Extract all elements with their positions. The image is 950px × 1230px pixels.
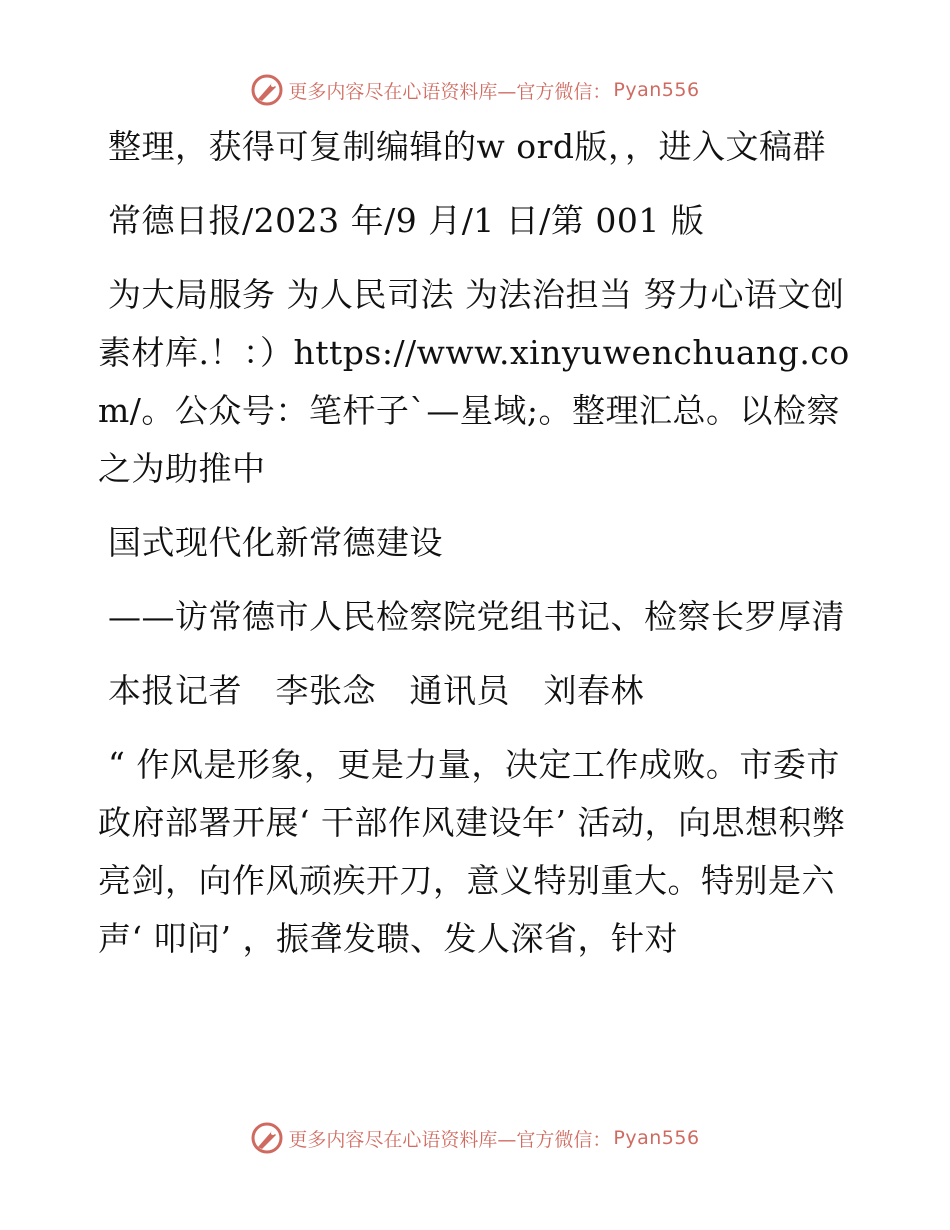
footer-watermark [0,1118,950,1158]
pen-nib-circle-icon [250,1121,284,1155]
paragraph-body: “ 作风是形象，更是力量，决定工作成败。市委市政府部署开展‘ 干部作风建设年’ 活动，向思想积弊亮剑，向作风顽疾开刀，意义特别重大。特别是六声‘ 叩问’ ，振聋发聩、发人深省，针对 [98,745,846,958]
header-watermark [0,70,950,110]
paragraph-headline-cont: 国式现代化新常德建设 [108,523,443,562]
paragraph-headline: 为大局服务 为人民司法 为法治担当 努力心语文创素材库.！：）https://www.xinyuwenchuang.com/。公众号：笔杆子`—星域;。整理汇总。以检察之为助推中 [98,275,850,488]
watermark-text: 更多内容尽在心语资料库—官方微信： [288,80,612,103]
paragraph-subtitle: ——访常德市人民检察院党组书记、检察长罗厚清 [108,597,845,636]
watermark-text: 更多内容尽在心语资料库—官方微信： [288,1128,612,1151]
paragraph-intro: 整理，获得可复制编辑的w ord版，，进入文稿群 [108,127,827,166]
watermark-account: Pyan556 [613,1127,700,1149]
paragraph-byline: 本报记者 李张念 通讯员 刘春林 [108,671,644,710]
pen-nib-circle-icon [250,73,284,107]
document-body [98,118,850,968]
watermark-account: Pyan556 [613,79,700,101]
paragraph-dateline: 常德日报/2023 年/9 月/1 日/第 001 版 [108,201,705,240]
